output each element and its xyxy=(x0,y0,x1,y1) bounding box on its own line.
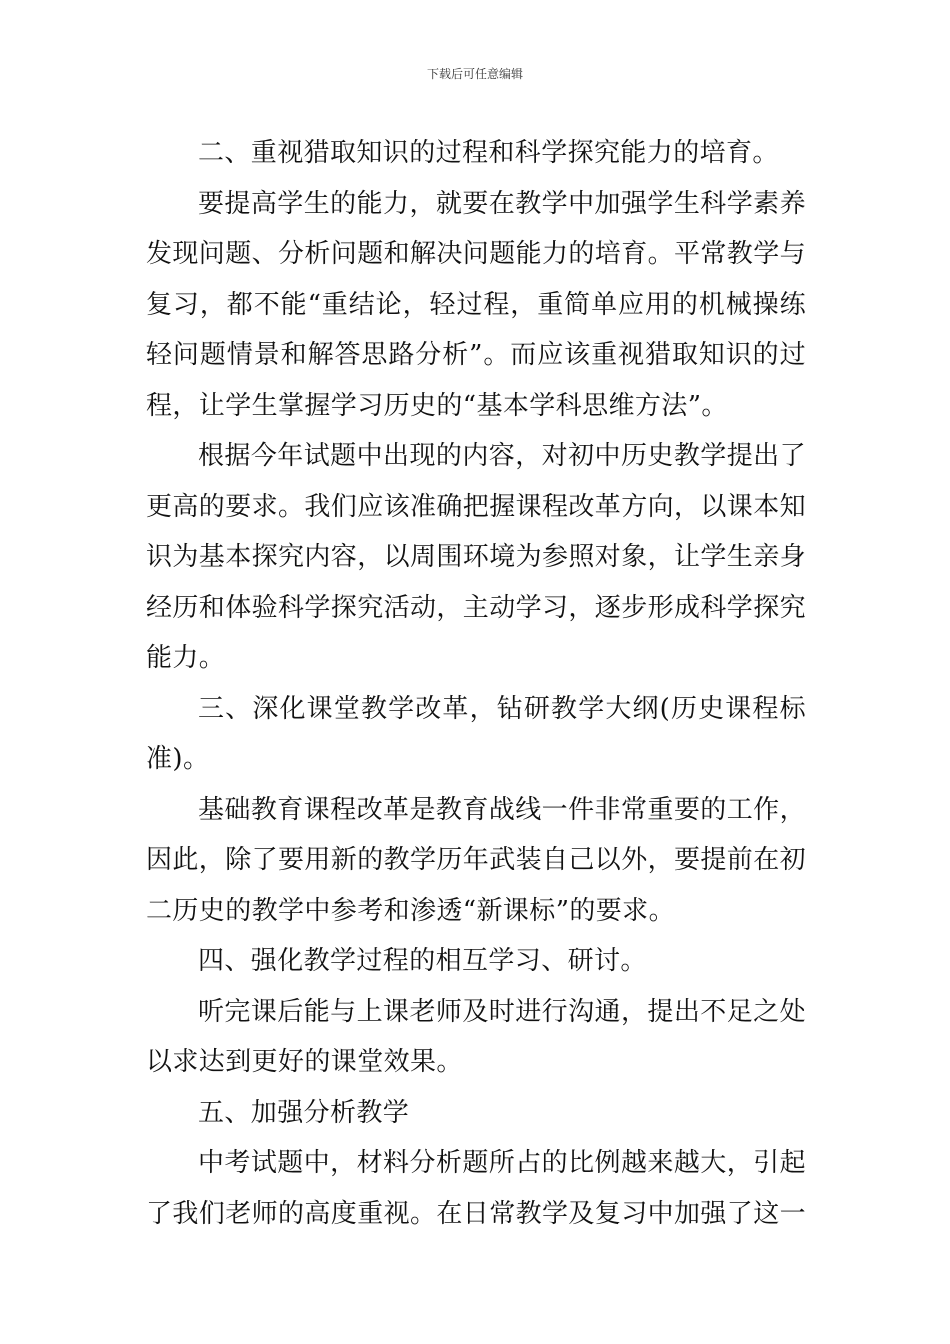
heading-section-five: 五、加强分析教学 xyxy=(198,1097,410,1128)
heading-section-three: 三、深化课堂教学改革，钻研教学大纲(历史课程标准)。 xyxy=(146,693,806,774)
page-header: 下载后可任意编辑 xyxy=(426,67,523,81)
paragraph: 根据今年试题中出现的内容，对初中历史教学提出了更高的要求。我们应该准确把握课程改革方向，以课本知识为基本探究内容，以周围环境为参照对象，让学生亲身经历和体验科学探究活动，主动学习，逐步形成科学探究能力。 xyxy=(146,441,807,673)
heading-section-four: 四、强化教学过程的相互学习、研讨。 xyxy=(198,946,647,976)
paragraph: 听完课后能与上课老师及时进行沟通，提出不足之处以求达到更好的课堂效果。 xyxy=(146,996,806,1077)
heading-section-two: 二、重视猎取知识的过程和科学探究能力的培育。 xyxy=(198,138,779,168)
paragraph: 基础教育课程改革是教育战线一件非常重要的工作，因此，除了要用新的教学历年武装自己以外，要提前在初二历史的教学中参考和渗透“新课标”的要求。 xyxy=(146,794,807,926)
paragraph: 中考试题中，材料分析题所占的比例越来越大，引起了我们老师的高度重视。在日常教学及复习中加强了这一 xyxy=(146,1148,807,1229)
paragraph: 要提高学生的能力，就要在教学中加强学生科学素养发现问题、分析问题和解决问题能力的培育。平常教学与复习，都不能“重结论，轻过程，重简单应用的机械操练轻问题情景和解答思路分析”。而应该重视猎取知识的过程，让学生掌握学习历史的“基本学科思维方法”。 xyxy=(146,188,807,421)
document-body xyxy=(146,128,806,1239)
